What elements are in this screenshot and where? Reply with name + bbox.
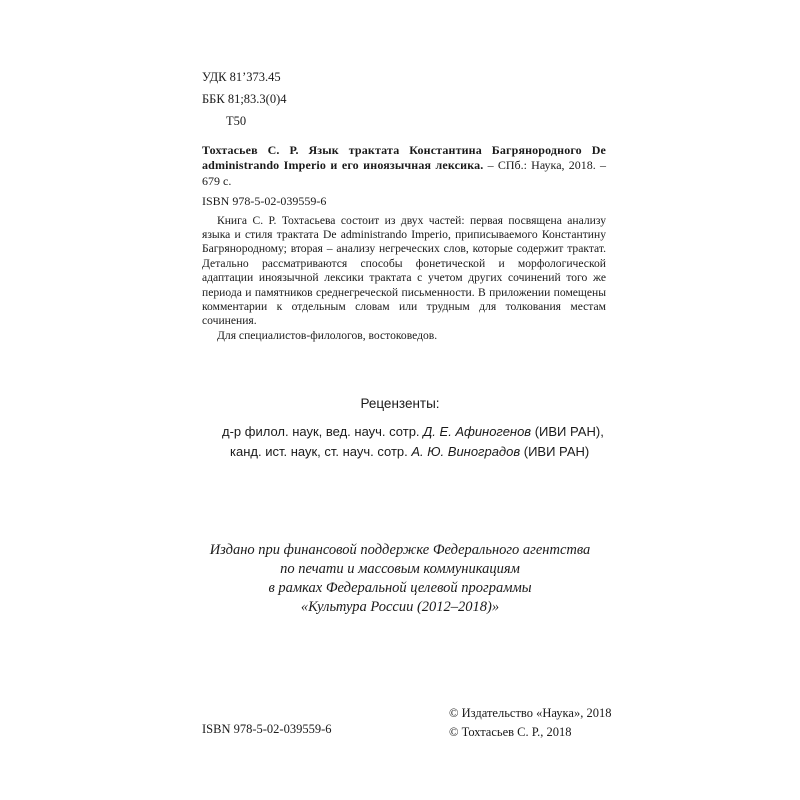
reviewer-2: [222, 442, 622, 462]
audience-note: Для специалистов-филологов, востоковедов.: [217, 328, 438, 342]
reviewer-1: [222, 422, 622, 442]
reviewers-heading: Рецензенты:: [360, 396, 440, 411]
funding-line: «Культура России (2012–2018)»: [300, 599, 500, 615]
copyright-block: [449, 704, 611, 742]
funding-line: в рамках Федеральной целевой программы: [268, 580, 532, 596]
funding-line: Издано при финансовой поддержке Федерального агентства: [209, 542, 591, 558]
bibliographic-record: [202, 143, 606, 189]
publication-info: – СПб.: Наука, 2018. – 679 с.: [202, 158, 606, 188]
classification-codes: [202, 66, 287, 132]
book-title: Тохтасьев С. Р. Язык трактата Константина Багрянородного De administrando Imperio и его иноязычная лексика.: [202, 143, 606, 173]
copyright-publisher: © Издательство «Наука», 2018: [449, 706, 612, 720]
description-paragraph: Книга С. Р. Тохтасьева состоит из двух частей: первая посвящена анализу языка и стиля трактата De administrando Imperio, приписываемого Константину Багрянородному; вторая – анализу негреческих слов, которые содержит трактат. Детально рассматриваются способы фонетической и морфологической адаптации иноязычной лексики трактата с учетом других сочинений того же периода и памятников среднегреческой письменности. В приложении помещены комментарии к отдельным словам или трудным для толкования местам сочинения.: [202, 213, 606, 328]
reviewer-2-affiliation: (ИВИ РАН): [520, 444, 590, 459]
copyright-author: © Тохтасьев С. Р., 2018: [449, 725, 572, 739]
isbn-top: ISBN 978-5-02-039559-6: [202, 194, 327, 209]
author-sign: Т50: [226, 114, 247, 128]
reviewer-1-affiliation: (ИВИ РАН),: [531, 424, 604, 439]
reviewers-list: [222, 422, 622, 462]
bbk-code: ББК 81;83.3(0)4: [202, 92, 287, 106]
isbn-bottom: ISBN 978-5-02-039559-6: [202, 722, 332, 736]
reviewer-2-name: А. Ю. Виноградов: [411, 444, 521, 459]
udk-code: УДК 81’373.45: [202, 70, 281, 84]
bibliographic-abstract: [202, 143, 606, 343]
funding-line: по печати и массовым коммуникациям: [280, 561, 520, 577]
funding-note: [0, 541, 800, 617]
reviewer-1-name: Д. Е. Афиногенов: [423, 424, 532, 439]
reviewer-2-title: канд. ист. наук, ст. науч. сотр.: [230, 444, 412, 459]
reviewer-1-title: д-р филол. наук, вед. науч. сотр.: [222, 424, 424, 439]
